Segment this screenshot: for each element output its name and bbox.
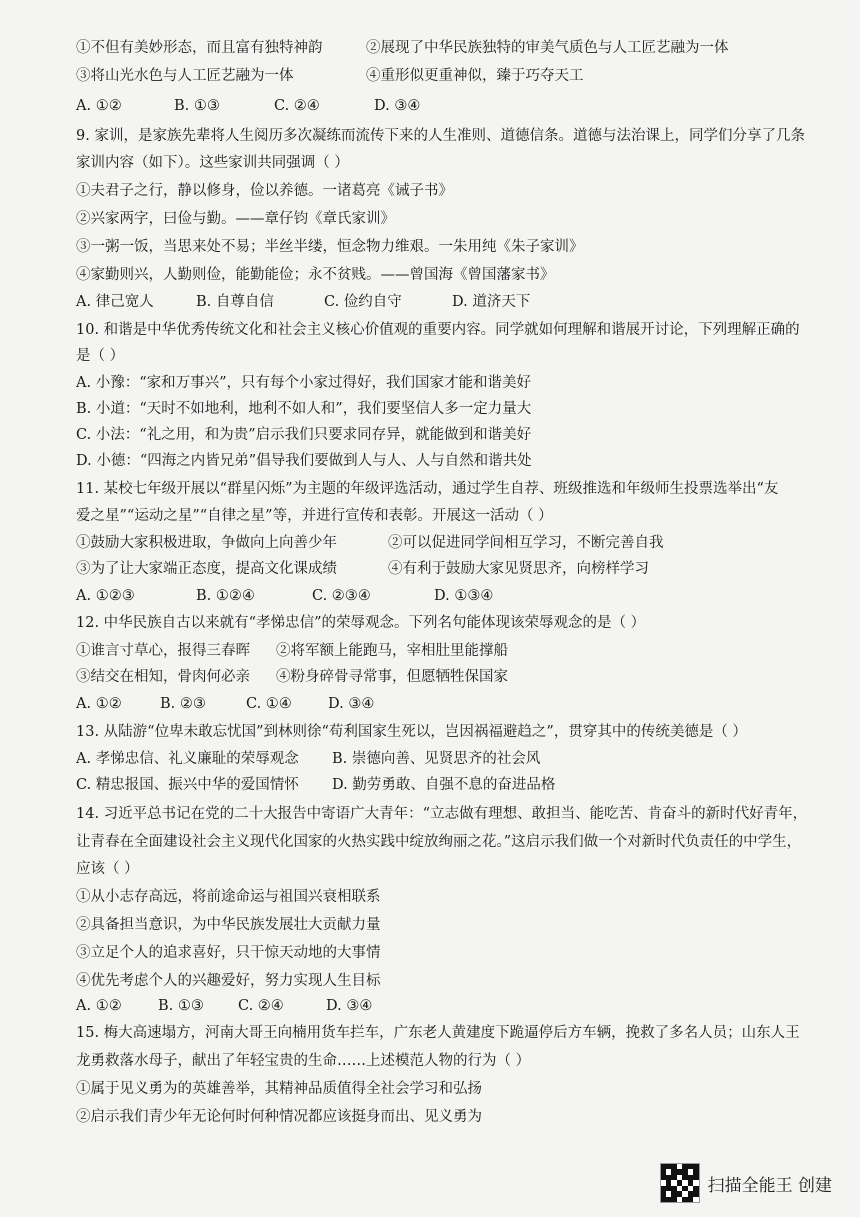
text-line — [76, 237, 584, 257]
text-line — [76, 451, 532, 471]
line-text-right: ④重形似更重神似，臻于巧夺天工 — [366, 68, 584, 84]
line-text-right: ④粉身碎骨寻常事，但愿牺牲保国家 — [276, 669, 508, 685]
text-line — [76, 1023, 800, 1043]
answer-option: D. ③④ — [374, 98, 421, 114]
answer-option: C. ①④ — [246, 696, 292, 712]
line-text: ①从小志存高远，将前途命运与祖国兴衰相联系 — [76, 889, 381, 905]
line-text: 是（ ） — [76, 348, 125, 364]
line-text: 9. 家训，是家族先辈将人生阅历多次凝练而流传下来的人生准则、道德信条。道德与法治课上，同学们分享了几条 — [76, 128, 805, 144]
text-line — [76, 859, 139, 879]
text-line — [76, 559, 649, 579]
line-text: ③一粥一饭，当思来处不易；半丝半缕，恒念物力维艰。一朱用纯《朱子家训》 — [76, 239, 584, 255]
line-text: 13. 从陆游“位卑未敢忘忧国”到林则徐“苟利国家生死以，岂因祸福避趋之”，贯穿其中的传统美德是（ ） — [76, 724, 747, 740]
line-text: 家训内容（如下）。这些家训共同强调（ ） — [76, 155, 349, 171]
line-text: C. 精忠报国、振兴中华的爱国情怀 — [76, 777, 299, 793]
answer-option: D. ③④ — [328, 696, 375, 712]
text-line — [76, 479, 778, 499]
line-text: ①属于见义勇为的英雄善举，其精神品质值得全社会学习和弘扬 — [76, 1081, 482, 1097]
line-text: ④家勤则兴，人勤则俭，能勤能俭；永不贫贱。——曾国海《曾国藩家书》 — [76, 267, 555, 283]
qr-code-icon — [660, 1163, 700, 1203]
answer-option: B. ①②④ — [196, 588, 255, 604]
line-text: ③结交在相知，骨肉何必亲 — [76, 669, 250, 685]
line-text: B. 小道：“天时不如地利，地利不如人和”，我们要坚信人多一定力量大 — [76, 401, 532, 417]
answer-option: C. 俭约自守 — [324, 294, 402, 310]
line-text: ①不但有美妙形态，而且富有独特神韵 — [76, 40, 323, 56]
line-text: ④优先考虑个人的兴趣爱好，努力实现人生目标 — [76, 973, 381, 989]
text-line — [76, 971, 381, 991]
answer-option: B. 自尊自信 — [196, 294, 274, 310]
line-text: 应该（ ） — [76, 861, 139, 877]
line-text: 12. 中华民族自古以来就有“孝悌忠信”的荣辱观念。下列名句能体现该荣辱观念的是（ ） — [76, 615, 646, 631]
text-line — [76, 832, 801, 852]
line-text: ②启示我们青少年无论何时何种情况都应该挺身而出、见义勇为 — [76, 1109, 482, 1125]
line-text: ③立足个人的追求喜好，只干惊天动地的大事情 — [76, 945, 381, 961]
line-text-right: D. 勤劳勇敢、自强不息的奋进品格 — [332, 777, 556, 793]
text-line — [76, 126, 805, 146]
line-text: D. 小德：“四海之内皆兄弟”倡导我们要做到人与人、人与自然和谐共处 — [76, 453, 532, 469]
answer-option: A. ①② — [76, 98, 122, 114]
line-text-right: ②展现了中华民族独特的审美气质色与人工匠艺融为一体 — [366, 40, 729, 56]
line-text: ③为了让大家端正态度，提高文化课成绩 — [76, 561, 337, 577]
answer-option: A. ①② — [76, 998, 122, 1014]
text-line — [76, 1051, 530, 1071]
text-line — [76, 66, 584, 86]
text-line — [76, 373, 531, 393]
line-text: 11. 某校七年级开展以“群星闪烁”为主题的年级评选活动，通过学生自荐、班级推选和年级师生投票选举出“友 — [76, 481, 779, 497]
answer-option: A. ①② — [76, 696, 122, 712]
line-text-right: ②将军额上能跑马，宰相肚里能撑船 — [276, 643, 508, 659]
line-text-right: ④有利于鼓励大家见贤思齐，向榜样学习 — [388, 561, 649, 577]
text-line — [76, 749, 541, 769]
answer-option: D. ①③④ — [434, 588, 494, 604]
text-line — [76, 775, 556, 795]
line-text-right: B. 崇德向善、见贤思齐的社会风 — [332, 751, 541, 767]
answer-option: A. 律己宽人 — [76, 294, 154, 310]
line-text: ②兴家两字，曰俭与勤。——章仔钧《章氏家训》 — [76, 211, 395, 227]
text-line — [76, 506, 553, 526]
line-text: 龙勇救落水母子，献出了年轻宝贵的生命……上述模范人物的行为（ ） — [76, 1053, 531, 1069]
line-text: 10. 和谐是中华优秀传统文化和社会主义核心价值观的重要内容。同学就如何理解和谐展开讨论，下列理解正确的 — [76, 322, 800, 338]
answer-option: A. ①②③ — [76, 588, 135, 604]
watermark-text: 扫描全能王 创建 — [707, 1175, 832, 1196]
text-line — [76, 1107, 482, 1127]
text-line — [76, 425, 531, 445]
text-line — [76, 533, 664, 553]
text-line — [76, 943, 381, 963]
line-text: ①谁言寸草心，报得三春晖 — [76, 643, 250, 659]
answer-option: B. ①③ — [174, 98, 220, 114]
answer-option: D. 道济天下 — [452, 294, 531, 310]
text-line — [76, 346, 124, 366]
text-line — [76, 153, 349, 173]
line-text: 爱之星”“运动之星”“自律之星”等，并进行宣传和表彰。开展这一活动（ ） — [76, 508, 553, 524]
line-text: 让青春在全面建设社会主义现代化国家的火热实践中绽放绚丽之花。”这启示我们做一个对新时代负责任的中学生， — [76, 834, 802, 850]
answer-option: C. ②④ — [238, 998, 284, 1014]
text-line — [76, 320, 800, 340]
text-line — [76, 399, 531, 419]
line-text: 15. 梅大高速塌方，河南大哥王向楠用货车拦车，广东老人黄建度下跪逼停后方车辆，挽救了多名人员；山东人王 — [76, 1025, 800, 1041]
line-text: A. 孝悌忠信、礼义廉耻的荣辱观念 — [76, 751, 299, 767]
text-line — [76, 38, 729, 58]
text-line — [76, 181, 453, 201]
line-text: ②具备担当意识，为中华民族发展壮大贡献力量 — [76, 917, 381, 933]
text-line — [76, 265, 555, 285]
answer-option: C. ②④ — [274, 98, 320, 114]
answer-option: C. ②③④ — [312, 588, 371, 604]
text-line — [76, 641, 508, 661]
text-line — [76, 804, 807, 824]
answer-option: D. ③④ — [326, 998, 373, 1014]
text-line — [76, 613, 645, 633]
text-line — [76, 887, 381, 907]
text-line — [76, 209, 395, 229]
line-text: C. 小法：“礼之用，和为贵”启示我们只要求同存异，就能做到和谐美好 — [76, 427, 532, 443]
line-text: 14. 习近平总书记在党的二十大报告中寄语广大青年：“立志做有理想、敢担当、能吃苦、肯奋斗的新时代好青年， — [76, 806, 808, 822]
line-text: ①鼓励大家积极进取，争做向上向善少年 — [76, 535, 337, 551]
answer-option: B. ①③ — [158, 998, 204, 1014]
line-text: ①夫君子之行，静以修身，俭以养德。一诸葛亮《诫子书》 — [76, 183, 453, 199]
text-line — [76, 722, 747, 742]
text-line — [76, 667, 508, 687]
line-text: A. 小豫：“家和万事兴”，只有每个小家过得好，我们国家才能和谐美好 — [76, 375, 532, 391]
text-line — [76, 915, 381, 935]
text-line — [76, 1079, 482, 1099]
scanner-watermark — [660, 1163, 832, 1203]
line-text-right: ②可以促进同学间相互学习，不断完善自我 — [388, 535, 664, 551]
answer-option: B. ②③ — [160, 696, 206, 712]
line-text: ③将山光水色与人工匠艺融为一体 — [76, 68, 294, 84]
